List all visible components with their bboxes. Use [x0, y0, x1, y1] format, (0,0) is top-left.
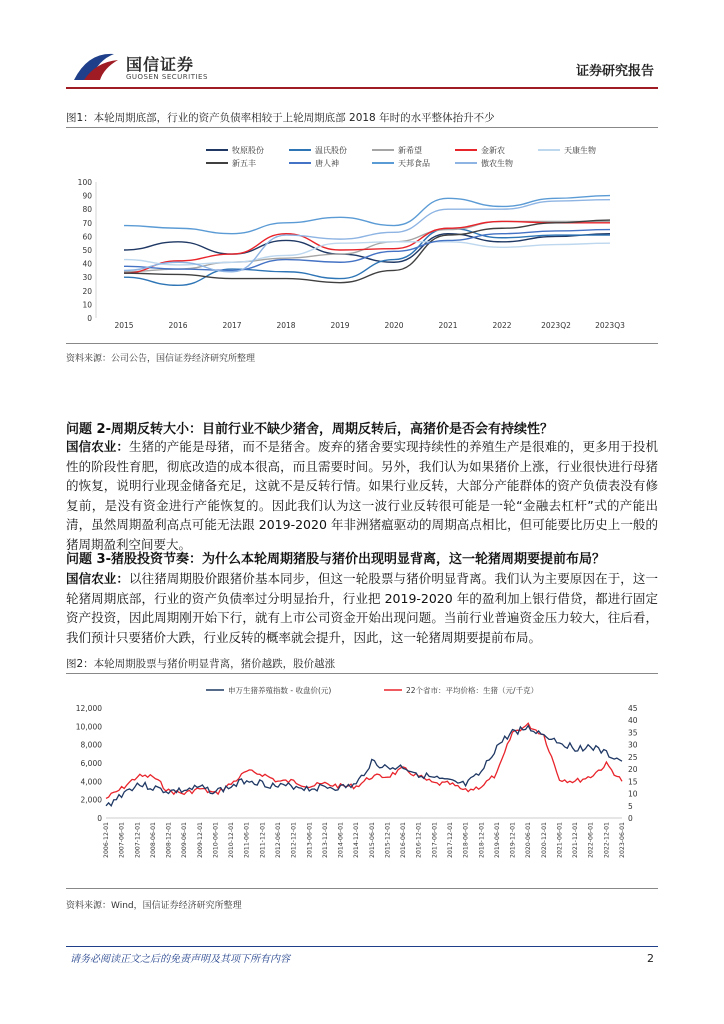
- x-tick-label: 2017-12-01: [447, 822, 454, 858]
- x-tick-label: 2019-06-01: [493, 822, 501, 858]
- x-tick-label: 2008-06-01: [149, 822, 157, 858]
- series-line-7: [124, 196, 610, 234]
- x-tick-label: 2021-12-01: [572, 822, 580, 858]
- x-tick-label: 2017: [222, 321, 242, 330]
- x-tick-label: 2014-06-01: [337, 822, 345, 858]
- x-tick-label: 2020-12-01: [540, 822, 548, 858]
- legend-label-0: 牧原股份: [232, 146, 264, 155]
- x-tick-label: 2018-12-01: [478, 822, 486, 858]
- x-tick-label: 2015-12-01: [384, 822, 392, 858]
- x-tick-label: 2016-12-01: [415, 822, 423, 858]
- y-tick-label: 60: [82, 232, 92, 242]
- y-right-tick-label: 0: [628, 814, 633, 823]
- x-tick-label: 2020: [384, 321, 404, 330]
- y-left-tick-label: 12,000: [75, 704, 102, 713]
- figure1-chart: [66, 132, 658, 337]
- x-tick-label: 2012-06-01: [275, 822, 282, 858]
- x-tick-label: 2016: [168, 321, 188, 330]
- x-tick-label: 2018: [276, 321, 296, 330]
- page-header: [0, 0, 724, 92]
- y-left-tick-label: 8,000: [80, 740, 102, 750]
- figure2-source: 资料来源：Wind，国信证券经济研究所整理: [66, 901, 242, 911]
- legend-label-8: 傲农生物: [481, 159, 513, 168]
- y-tick-label: 30: [82, 273, 92, 283]
- question3-body: 以往猪周期股价跟猪价基本同步，但这一轮股票与猪价明显背离。我们认为主要原因在于，这一轮猪周期底部，行业的资产负债率过分明显抬升，行业把 2019-2020 年的盈利加上银行借贷，都进行固定资产投资，因此周期刚开始下行，就有上市公司资金开始出现问题。当前行业普遍资金压力较大，往后看，我们预计只要猪价大跌，行业反转的概率就会提升，因此，这一轮猪周期要提前布局。: [66, 571, 658, 645]
- y-right-tick-label: 25: [628, 752, 638, 762]
- x-tick-label: 2015: [114, 321, 134, 330]
- legend-label-2: 新希望: [398, 146, 422, 155]
- x-tick-label: 2006-12-01: [103, 822, 110, 858]
- question2-body: 生猪的产能是母猪，而不是猪舍。废弃的猪舍要实现持续性的养殖生产是很难的，更多用于投机性的阶段性育肥，彻底改造的成本很高，而且需要时间。另外，我们认为如果猪价上涨，行业很快进行母猪的恢复，说明行业现金储备充足，这就不是反转行情。如果行业反转，大部分产能群体的资产负债表没有修复前，是没有资金进行产能恢复的。因此我们认为这一波行业反转很可能是一轮“金融去杠杆”式的产能出清，虽然周期盈利高点可能无法跟 2019-2020 年非洲猪瘟驱动的周期高点相比，但可能要比历史上一般的猪周期盈利空间要大。: [66, 439, 658, 552]
- x-tick-label: 2012-12-01: [290, 822, 298, 858]
- brand-name-en: GUOSEN SECURITIES: [126, 73, 208, 81]
- y-left-tick-label: 4,000: [80, 777, 102, 787]
- x-tick-label: 2019: [330, 321, 350, 330]
- y-tick-label: 90: [82, 191, 92, 201]
- y-left-tick-label: 6,000: [80, 759, 102, 768]
- y-right-tick-label: 40: [628, 716, 638, 726]
- question3-answer: [66, 569, 658, 647]
- guosen-logo-icon: [70, 50, 122, 84]
- y-tick-label: 20: [82, 286, 92, 296]
- y-tick-label: 10: [82, 300, 92, 310]
- report-type: 证券研究报告: [575, 64, 654, 79]
- y-left-tick-label: 10,000: [75, 722, 102, 732]
- legend-label-3: 金新农: [481, 146, 505, 155]
- y-tick-label: 50: [82, 246, 92, 255]
- page-number: 2: [647, 952, 654, 965]
- x-tick-label: 2011-06-01: [243, 822, 251, 858]
- x-tick-label: 2023-06-01: [619, 822, 626, 858]
- figure2-caption: 图2：本轮周期股票与猪价明显背离，猪价越跌，股价越涨: [66, 658, 336, 670]
- question2-lead: 国信农业：: [66, 439, 129, 454]
- x-tick-label: 2010-12-01: [228, 822, 236, 858]
- y-right-tick-label: 30: [628, 740, 638, 750]
- x-tick-label: 2021: [438, 321, 458, 330]
- y-right-tick-label: 10: [628, 789, 638, 799]
- legend-label-4: 天康生物: [564, 146, 596, 155]
- y-tick-label: 100: [77, 178, 92, 187]
- x-tick-label: 2007-12-01: [134, 822, 142, 858]
- y-tick-label: 0: [87, 314, 92, 323]
- x-tick-label: 2009-06-01: [181, 822, 189, 858]
- legend-label-index: 申万生猪养殖指数 - 收盘价(元): [228, 686, 332, 695]
- x-tick-label: 2009-12-01: [196, 822, 204, 858]
- figure1-bottom-rule: [66, 343, 658, 344]
- x-tick-label: 2022: [492, 321, 512, 330]
- x-tick-label: 2008-12-01: [165, 822, 173, 858]
- legend-label-6: 唐人神: [315, 159, 339, 168]
- figure1-chart-container: [66, 132, 658, 341]
- x-tick-label: 2022-12-01: [603, 822, 611, 858]
- y-left-tick-label: 0: [97, 814, 102, 823]
- figure2-chart: [66, 678, 658, 883]
- brand-name: 国信证券: [126, 55, 195, 74]
- footer-divider: [66, 946, 658, 947]
- y-right-tick-label: 45: [628, 704, 638, 713]
- x-tick-label: 2019-12-01: [509, 822, 517, 858]
- y-left-tick-label: 2,000: [80, 795, 102, 805]
- legend-label-7: 天邦食品: [398, 159, 430, 168]
- x-tick-label: 2018-06-01: [462, 822, 470, 858]
- legend-label-5: 新五丰: [232, 159, 256, 168]
- figure1-caption: 图1：本轮周期底部，行业的资产负债率相较于上轮周期底部 2018 年时的水平整体抬升不少: [66, 112, 495, 124]
- y-right-tick-label: 15: [628, 777, 638, 787]
- figure2-bottom-rule: [66, 888, 658, 889]
- x-tick-label: 2020-06-01: [525, 822, 533, 858]
- figure2-chart-container: [66, 678, 658, 887]
- x-tick-label: 2011-12-01: [259, 822, 267, 858]
- x-tick-label: 2010-06-01: [212, 822, 220, 858]
- y-right-tick-label: 5: [628, 801, 633, 811]
- x-tick-label: 2013-06-01: [306, 822, 314, 858]
- y-right-tick-label: 20: [628, 765, 638, 775]
- figure1-top-rule: [66, 127, 658, 128]
- legend-label-price: 22个省市：平均价格：生猪（元/千克）: [406, 686, 539, 695]
- question2-title: 问题 2-周期反转大小：目前行业不缺少猪舍，周期反转后，高猪价是否会有持续性？: [66, 422, 553, 437]
- legend-label-1: 温氏股份: [315, 146, 347, 155]
- figure2-top-rule: [66, 673, 658, 674]
- x-tick-label: 2022-06-01: [587, 822, 595, 858]
- x-tick-label: 2016-06-01: [400, 822, 408, 858]
- y-right-tick-label: 35: [628, 728, 638, 738]
- footer-disclaimer: 请务必阅读正文之后的免责声明及其项下所有内容: [70, 954, 290, 965]
- y-tick-label: 40: [82, 259, 92, 269]
- header-divider: [66, 87, 658, 89]
- x-tick-label: 2023Q2: [541, 321, 571, 330]
- x-tick-label: 2015-06-01: [368, 822, 376, 858]
- x-tick-label: 2017-06-01: [431, 822, 439, 858]
- figure1-source: 资料来源：公司公告，国信证券经济研究所整理: [66, 354, 256, 364]
- y-tick-label: 70: [82, 218, 92, 228]
- x-tick-label: 2007-06-01: [118, 822, 126, 858]
- question3-lead: 国信农业：: [66, 571, 129, 586]
- question3-title: 问题 3-猪股投资节奏：为什么本轮周期猪股与猪价出现明显背离，这一轮猪周期要提前布局？: [66, 552, 605, 567]
- x-tick-label: 2021-06-01: [556, 822, 564, 858]
- question2-answer: [66, 437, 658, 554]
- x-tick-label: 2013-12-01: [321, 822, 329, 858]
- x-tick-label: 2014-12-01: [353, 822, 361, 858]
- y-tick-label: 80: [82, 205, 92, 215]
- x-tick-label: 2023Q3: [595, 321, 625, 330]
